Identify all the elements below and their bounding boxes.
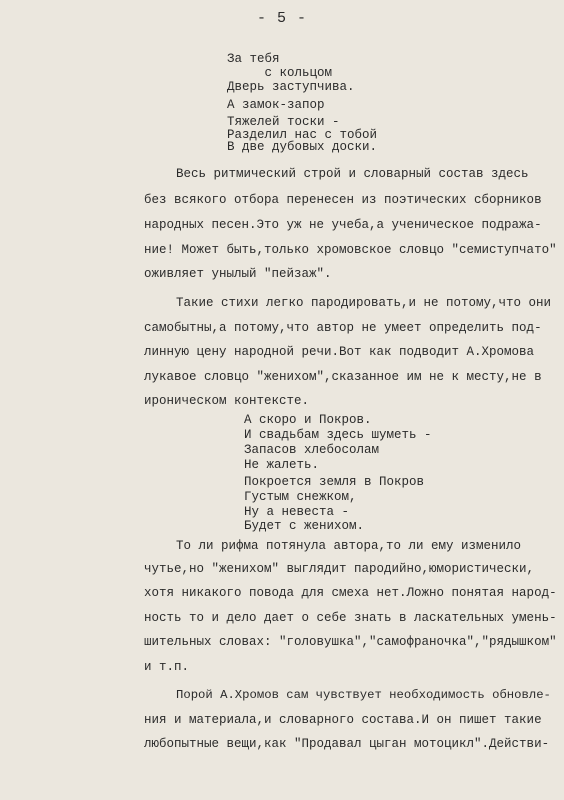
poem-line: А замок-запор	[227, 98, 325, 112]
text-line: народных песен.Это уж не учеба,а ученическое подража-	[144, 218, 542, 232]
poem-line: И свадьбам здесь шуметь -	[244, 428, 432, 442]
poem-line: Густым снежком,	[244, 490, 357, 504]
poem-line: А скоро и Покров.	[244, 413, 372, 427]
text-line: самобытны,а потому,что автор не умеет определить под-	[144, 321, 542, 335]
text-line: без всякого отбора перенесен из поэтических сборников	[144, 193, 542, 207]
text-line: и т.п.	[144, 660, 190, 674]
poem-line: Покроется земля в Покров	[244, 475, 425, 489]
poem-line: Ну а невеста -	[244, 505, 350, 519]
poem-line: Дверь заступчива.	[227, 80, 355, 94]
text-line: Порой А.Хромов сам чувствует необходимость обновле-	[176, 688, 551, 702]
text-line: любопытные вещи,как "Продавал цыган мотоцикл".Действи-	[144, 737, 550, 751]
poem-line: В две дубовых доски.	[227, 140, 378, 154]
text-line: ироническом контексте.	[144, 394, 310, 408]
poem-line: Будет с женихом.	[244, 519, 365, 533]
text-line: чутье,но "женихом" выглядит пародийно,юмористически,	[144, 562, 535, 576]
text-line: ние! Может быть,только хромовское словцо "семиступчато"	[144, 243, 557, 257]
text-line: Такие стихи легко пародировать,и не потому,что они	[176, 296, 552, 310]
text-line: лукавое словцо "женихом",сказанное им не к месту,не в	[144, 370, 542, 384]
text-line: Весь ритмический строй и словарный состав здесь	[176, 167, 529, 181]
text-line: хотя никакого повода для смеха нет.Ложно понятая народ-	[144, 586, 557, 600]
text-line: шительных словах: "головушка","самофраночка","рядышком"	[144, 635, 557, 649]
poem-line: Запасов хлебосолам	[244, 443, 380, 457]
poem-line: За тебя	[227, 52, 280, 66]
poem-line: Не жалеть.	[244, 458, 320, 472]
poem-line: с кольцом	[227, 66, 333, 80]
text-line: оживляет унылый "пейзаж".	[144, 267, 332, 281]
text-line: То ли рифма потянула автора,то ли ему изменило	[176, 539, 522, 553]
page-number: - 5 -	[256, 10, 307, 27]
text-line: ность то и дело дает о себе знать в ласкательных умень-	[144, 611, 557, 625]
poem-line: Тяжелей тоски -	[227, 115, 340, 129]
text-line: линную цену народной речи.Вот как подводит А.Хромова	[144, 345, 535, 359]
poem-line: Разделил нас с тобой	[227, 128, 378, 142]
text-line: ния и материала,и словарного состава.И он пишет такие	[144, 713, 542, 727]
